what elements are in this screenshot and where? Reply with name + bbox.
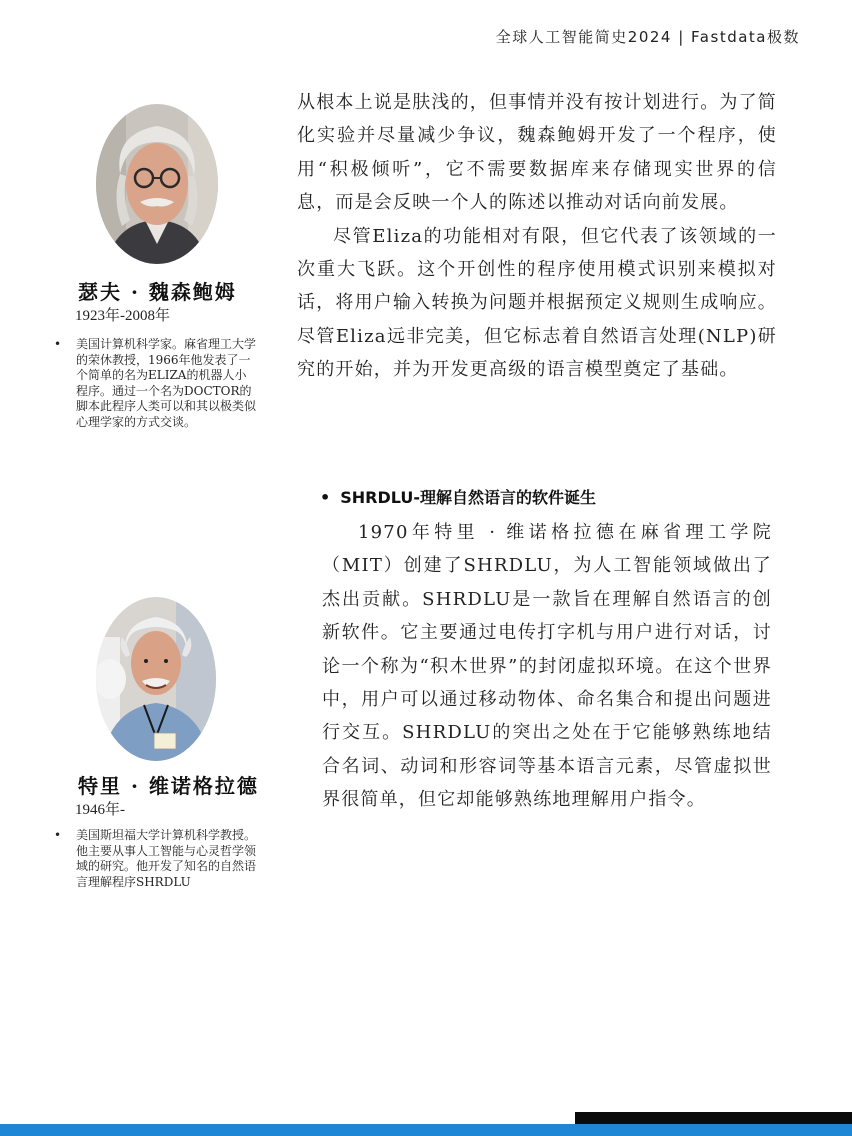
body-paragraph: 1970年特里 · 维诺格拉德在麻省理工学院（MIT）创建了SHRDLU，为人工智能领域做出了杰出贡献。SHRDLU是一款旨在理解自然语言的创新软件。它主要通过电传打字机与用户进行对话，讨论一个称为“积木世界”的封闭虚拟环境。在这个世界中，用户可以通过移动物体、命名集合和提出问题进行交互。SHRDLU的突出之处在于它能够熟练地结合名词、动词和形容词等基本语言元素，尽管虚拟世界很简单，但它却能够熟练地理解用户指令。: [322, 522, 772, 811]
bio-text: 美国计算机科学家。麻省理工大学的荣休教授，1966年他发表了一个简单的名为ELIZA的机器人小程序。通过一个名为DOCTOR的脚本此程序人类可以和其以极类似心理学家的方式交谈。: [76, 337, 257, 429]
person-name: 特里 · 维诺格拉德: [78, 774, 259, 798]
bio-text: 美国斯坦福大学计算机科学教授。他主要从事人工智能与心灵哲学领域的研究。他开发了知名的自然语言理解程序SHRDLU: [76, 828, 257, 889]
portrait-weizenbaum: [96, 104, 218, 264]
bullet-icon: •: [54, 828, 62, 842]
section-heading: [320, 485, 596, 508]
person-years: 1946年-: [75, 802, 125, 818]
main-content: [297, 86, 777, 387]
page-header: 全球人工智能简史2024 | Fastdata极数: [495, 28, 800, 46]
portrait-winograd: [96, 597, 216, 761]
section-body: [322, 516, 772, 817]
body-paragraph: 从根本上说是肤浅的，但事情并没有按计划进行。为了简化实验并尽量减少争议，魏森鲍姆开发了一个程序，使用“积极倾听”，它不需要数据库来存储现实世界的信息，而是会反映一个人的陈述以推动对话向前发展。: [297, 92, 777, 214]
person-name: 瑟夫 · 魏森鲍姆: [78, 280, 237, 304]
bullet-icon: •: [54, 337, 62, 351]
person-years: 1923年-2008年: [75, 308, 170, 324]
footer-bar-black: [575, 1112, 852, 1124]
body-paragraph: 尽管Eliza的功能相对有限，但它代表了该领域的一次重大飞跃。这个开创性的程序使用模式识别来模拟对话，将用户输入转换为问题并根据预定义规则生成响应。尽管Eliza远非完美，但它标志着自然语言处理(NLP)研究的开始，并为开发更高级的语言模型奠定了基础。: [297, 225, 777, 381]
person-bio: [54, 828, 258, 890]
section-heading-text: SHRDLU-理解自然语言的软件诞生: [340, 488, 597, 507]
bullet-icon: •: [320, 488, 331, 507]
person-bio: [54, 337, 258, 430]
footer-bar-blue: [0, 1124, 852, 1136]
sidebar-profiles: [0, 0, 280, 1136]
